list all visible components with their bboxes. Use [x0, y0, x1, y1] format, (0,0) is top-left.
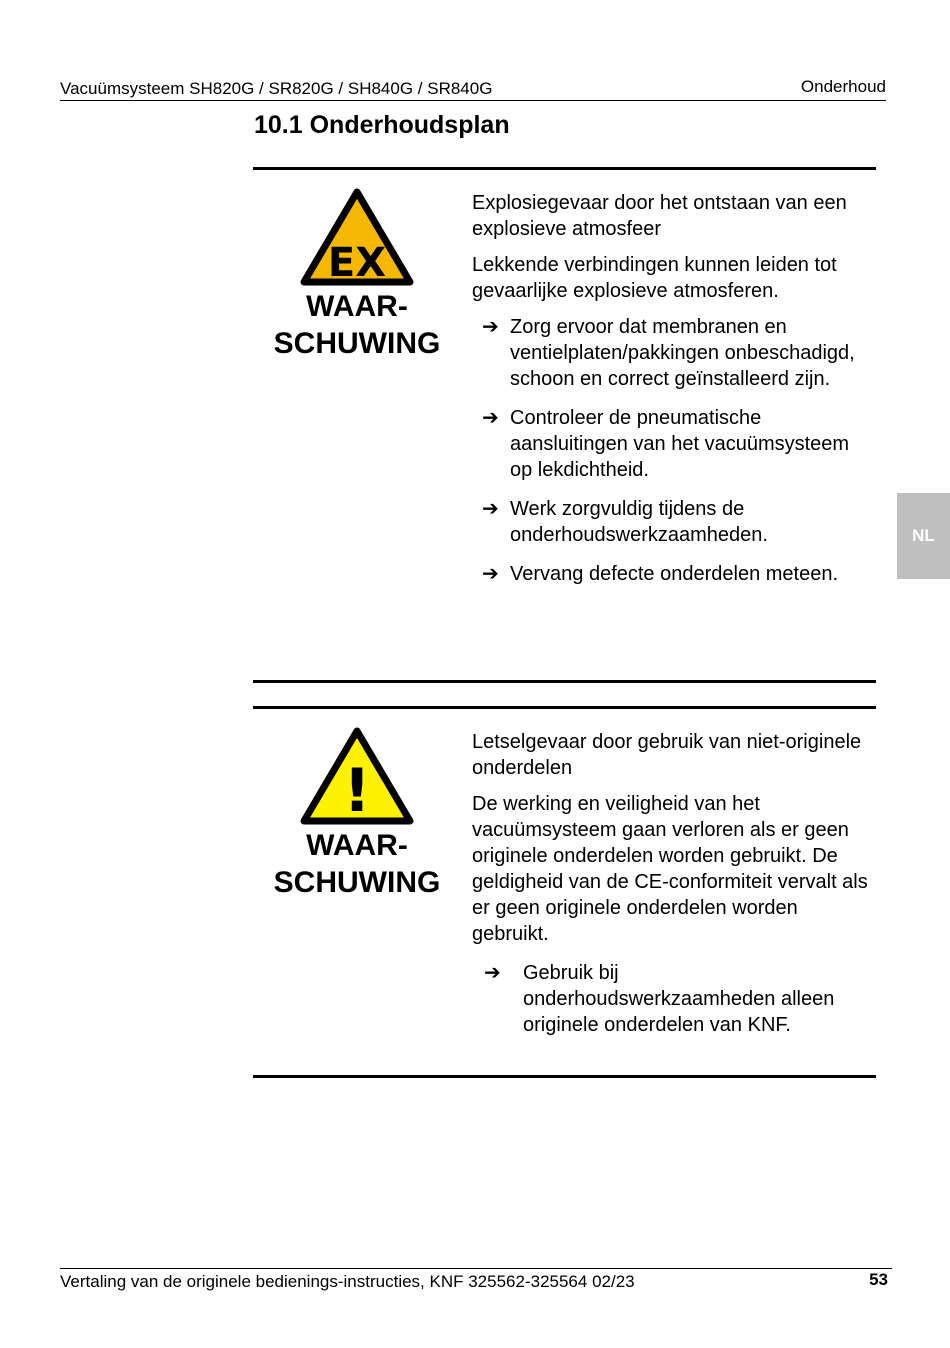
- warning-signal: [253, 170, 461, 362]
- footer-text: Vertaling van de originele bedienings-instructies, KNF 325562-325564 02/23: [60, 1272, 635, 1291]
- step-text: Gebruik bij onderhoudswerkzaamheden alleen originele onderdelen van KNF.: [523, 962, 835, 1036]
- page-number: 53: [869, 1270, 888, 1289]
- spare-parts-warning-box: [253, 706, 876, 1078]
- ex-symbol-text: EX: [327, 240, 387, 286]
- signal-word: [253, 288, 461, 362]
- arrow-right-icon: ➔: [484, 962, 501, 984]
- hazard-title: Explosiegevaar door het ontstaan van een explosieve atmosfeer: [472, 192, 847, 240]
- step-text: Zorg ervoor dat membranen en ventielplaten/pakkingen onbeschadigd, schoon en correct geïnstalleerd zijn.: [510, 316, 855, 390]
- arrow-right-icon: ➔: [482, 498, 499, 520]
- arrow-right-icon: ➔: [482, 407, 499, 429]
- signal-word-line2: SCHUWING: [273, 327, 441, 360]
- warning-content: [472, 190, 872, 600]
- step-item: [472, 960, 872, 1038]
- step-item: [472, 561, 872, 587]
- hazard-description: De werking en veiligheid van het vacuümsysteem gaan verloren als er geen originele onderdelen worden gebruikt. De geldigheid van de CE-conformiteit vervalt als er geen originele onderdelen worden gebruikt.: [472, 793, 868, 945]
- footer-divider: [60, 1268, 892, 1269]
- warning-signal: [253, 709, 461, 901]
- arrow-right-icon: ➔: [482, 563, 499, 585]
- explosion-warning-box: [253, 167, 876, 683]
- step-item: [472, 314, 872, 392]
- step-text: Werk zorgvuldig tijdens de onderhoudswerkzaamheden.: [510, 498, 768, 546]
- header-divider: [60, 100, 886, 101]
- signal-word-line2: SCHUWING: [273, 866, 441, 899]
- signal-word: [253, 827, 461, 901]
- language-tab: NL: [897, 493, 950, 579]
- warning-content: [472, 729, 872, 1051]
- signal-word-line1: WAAR-: [306, 829, 408, 862]
- step-item: [472, 405, 872, 483]
- step-item: [472, 496, 872, 548]
- general-warning-icon: [300, 727, 414, 827]
- hazard-description: Lekkende verbindingen kunnen leiden tot gevaarlijke explosieve atmosferen.: [472, 254, 837, 302]
- step-text: Controleer de pneumatische aansluitingen van het vacuümsysteem op lekdichtheid.: [510, 407, 850, 481]
- exclamation-symbol-text: !: [343, 756, 371, 826]
- signal-word-line1: WAAR-: [306, 290, 408, 323]
- hazard-title: Letselgevaar door gebruik van niet-originele onderdelen: [472, 731, 862, 779]
- document-title: Vacuümsysteem SH820G / SR820G / SH840G / SR840G: [60, 79, 493, 98]
- chapter-title: Onderhoud: [800, 77, 886, 96]
- step-text: Vervang defecte onderdelen meteen.: [510, 563, 839, 585]
- explosion-hazard-icon: [300, 188, 414, 288]
- arrow-right-icon: ➔: [482, 316, 499, 338]
- section-title: 10.1 Onderhoudsplan: [254, 111, 510, 139]
